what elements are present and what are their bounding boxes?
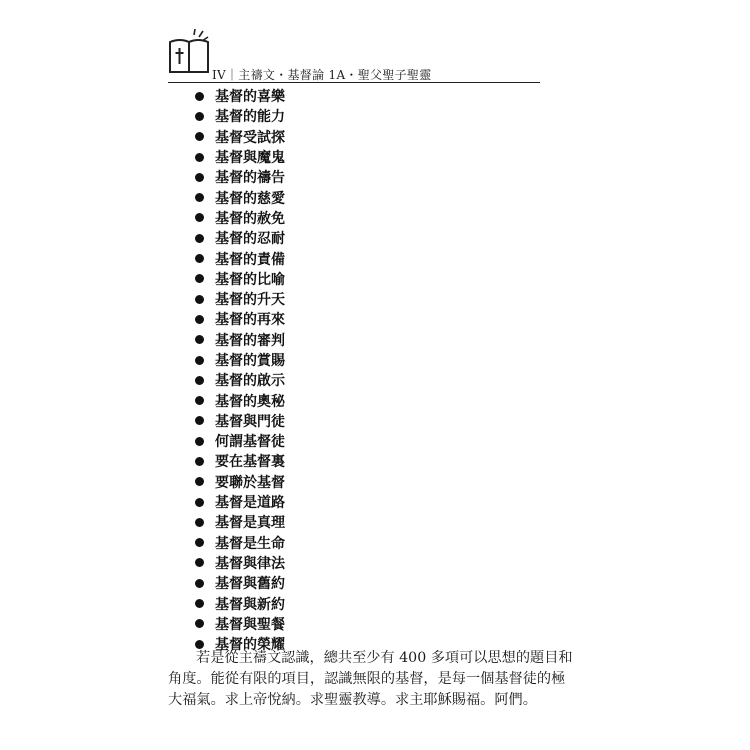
list-item <box>192 533 285 553</box>
list-item <box>192 289 285 309</box>
topic-label: 基督與聖餐 <box>215 616 285 633</box>
list-item <box>192 553 285 573</box>
bullet-icon <box>195 376 204 385</box>
bullet-icon <box>195 193 204 202</box>
topic-label: 基督的赦免 <box>215 210 285 227</box>
topic-label: 基督與魔鬼 <box>215 150 285 167</box>
paragraph-line: 大福氣。求上帝悅納。求聖靈教導。求主耶穌賜福。阿們。 <box>168 692 537 708</box>
topic-label: 基督的忍耐 <box>215 231 285 248</box>
bullet-icon <box>195 153 204 162</box>
topic-label: 基督的審判 <box>215 332 285 349</box>
bullet-icon <box>195 234 204 243</box>
list-item <box>192 248 285 268</box>
topic-label: 基督與門徒 <box>215 413 285 430</box>
topic-label: 基督的喜樂 <box>215 89 285 106</box>
bullet-icon <box>195 619 204 628</box>
bullet-icon <box>195 558 204 567</box>
list-item <box>192 167 285 187</box>
open-bible-icon <box>168 26 212 74</box>
header-rule <box>168 82 540 83</box>
topic-label: 基督與新約 <box>215 596 285 613</box>
topic-label: 基督的榮耀 <box>215 637 285 654</box>
bullet-icon <box>195 335 204 344</box>
topic-label: 基督與舊約 <box>215 576 285 593</box>
list-item <box>192 147 285 167</box>
topic-list <box>192 86 285 654</box>
topic-label: 基督的升天 <box>215 292 285 309</box>
list-item <box>192 187 285 207</box>
topic-label: 基督是道路 <box>215 495 285 512</box>
topic-label: 基督是生命 <box>215 535 285 552</box>
topic-label: 基督的再來 <box>215 312 285 329</box>
bullet-icon <box>195 579 204 588</box>
bullet-icon <box>195 498 204 507</box>
list-item <box>192 86 285 106</box>
topic-label: 基督的慈愛 <box>215 190 285 207</box>
list-item <box>192 350 285 370</box>
list-item <box>192 593 285 613</box>
bullet-icon <box>195 92 204 101</box>
page-header <box>168 26 540 86</box>
topic-label: 何謂基督徒 <box>215 434 285 451</box>
topic-label: 基督的禱告 <box>215 170 285 187</box>
paragraph-line: 若是從主禱文認識，總共至少有 400 多項可以思想的題目和 <box>196 650 573 666</box>
running-head: IV｜主禱文・基督論 1A・聖父聖子聖靈 <box>212 68 432 82</box>
bullet-icon <box>195 274 204 283</box>
bullet-icon <box>195 315 204 324</box>
bullet-icon <box>195 254 204 263</box>
topic-label: 要在基督裏 <box>215 454 285 471</box>
list-item <box>192 208 285 228</box>
topic-label: 基督的奧秘 <box>215 393 285 410</box>
list-item <box>192 330 285 350</box>
bullet-icon <box>195 295 204 304</box>
bullet-icon <box>195 538 204 547</box>
bullet-icon <box>195 173 204 182</box>
paragraph-line: 角度。能從有限的項目，認識無限的基督，是每一個基督徒的極 <box>168 671 566 687</box>
list-item <box>192 269 285 289</box>
bullet-icon <box>195 112 204 121</box>
topic-label: 基督的能力 <box>215 109 285 126</box>
list-item <box>192 370 285 390</box>
list-item <box>192 512 285 532</box>
bullet-icon <box>195 416 204 425</box>
list-item <box>192 573 285 593</box>
topic-label: 基督是真理 <box>215 515 285 532</box>
topic-label: 基督的比喻 <box>215 271 285 288</box>
list-item <box>192 431 285 451</box>
list-item <box>192 309 285 329</box>
topic-label: 基督的賞賜 <box>215 353 285 369</box>
list-item <box>192 472 285 492</box>
bullet-icon <box>195 437 204 446</box>
bullet-icon <box>195 457 204 466</box>
bullet-icon <box>195 477 204 486</box>
bullet-icon <box>195 518 204 527</box>
topic-label: 基督的啟示 <box>215 373 285 390</box>
list-item <box>192 614 285 634</box>
closing-paragraph <box>168 648 573 711</box>
bullet-icon <box>195 599 204 608</box>
topic-label: 要聯於基督 <box>215 474 285 491</box>
bullet-icon <box>195 132 204 141</box>
list-item <box>192 106 285 126</box>
bullet-icon <box>195 213 204 222</box>
list-item <box>192 127 285 147</box>
bullet-icon <box>195 396 204 405</box>
topic-label: 基督的責備 <box>215 251 285 268</box>
topic-label: 基督受試探 <box>215 129 285 146</box>
topic-label: 基督與律法 <box>215 555 285 572</box>
list-item <box>192 411 285 431</box>
list-item <box>192 228 285 248</box>
bullet-icon <box>195 356 204 365</box>
list-item <box>192 390 285 410</box>
list-item <box>192 451 285 471</box>
list-item <box>192 492 285 512</box>
